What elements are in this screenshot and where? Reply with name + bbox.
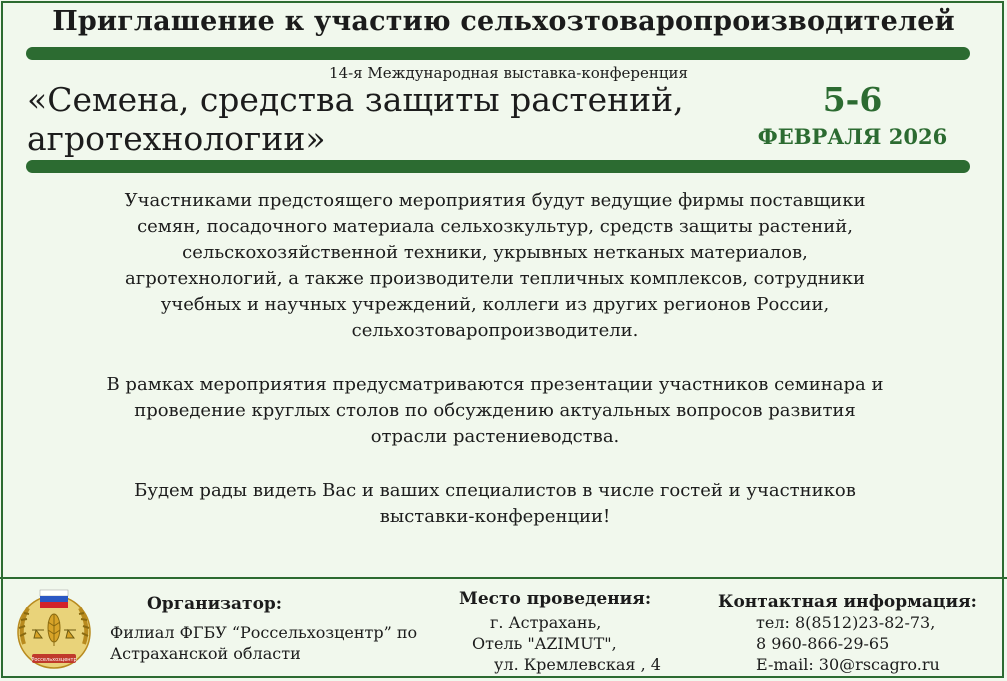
paragraph-participants [30, 188, 960, 344]
text-line: учебных и научных учреждений, коллеги из других регионов России, [160, 294, 830, 315]
emblem-label: Россельхозцентр [31, 657, 77, 663]
venue-city: г. Астрахань, [490, 613, 602, 632]
organizer-info [110, 622, 417, 664]
text-line: сельхозтоваропроизводители. [351, 320, 639, 341]
contacts-info [756, 612, 940, 675]
contact-email: E-mail: 30@rscagro.ru [756, 655, 940, 674]
venue-info [472, 612, 692, 675]
bottom-divider [26, 160, 970, 173]
text-line: Будем рады видеть Вас и ваших специалистов в числе гостей и участников [134, 480, 856, 501]
event-date-days: 5-6 [822, 80, 883, 119]
event-name [27, 80, 727, 158]
paragraph-welcome [30, 478, 960, 530]
venue-hotel: Отель "AZIMUT", [472, 634, 617, 653]
page-title: Приглашение к участию сельхозтоваропроизводителей [52, 6, 955, 37]
contact-phone: 8 960-866-29-65 [756, 634, 890, 653]
text-line: В рамках мероприятия предусматриваются презентации участников семинара и [106, 374, 884, 395]
event-subtitle: 14-я Международная выставка-конференция [329, 64, 688, 82]
contact-phone: тел: 8(8512)23-82-73, [756, 613, 936, 632]
text-line: отрасли растениеводства. [370, 426, 620, 447]
event-name-line: «Семена, средства защиты растений, [27, 80, 684, 119]
paragraph-program [30, 372, 960, 450]
text-line: семян, посадочного материала сельхозкультур, средств защиты растений, [137, 216, 853, 237]
venue-address: ул. Кремлевская , 4 [494, 655, 661, 674]
event-date-month: ФЕВРАЛЯ 2026 [757, 124, 948, 149]
organizer-line: Астраханской области [110, 644, 301, 663]
contacts-heading: Контактная информация: [718, 592, 977, 612]
text-line: Участниками предстоящего мероприятия будут ведущие фирмы поставщики [124, 190, 866, 211]
venue-heading: Место проведения: [459, 589, 652, 609]
text-line: сельскохозяйственной техники, укрывных нетканых материалов, [182, 242, 808, 263]
organizer-heading: Организатор: [147, 594, 283, 614]
top-divider [26, 47, 970, 60]
text-line: агротехнологий, а также производители тепличных комплексов, сотрудники [125, 268, 865, 289]
rosselkhoz-emblem-icon [10, 586, 98, 674]
text-line: проведение круглых столов по обсуждению актуальных вопросов развития [134, 400, 856, 421]
text-line: выставки-конференции! [379, 506, 611, 527]
event-name-line: агротехнологии» [27, 119, 326, 158]
organizer-line: Филиал ФГБУ “Россельхозцентр” по [110, 623, 418, 642]
